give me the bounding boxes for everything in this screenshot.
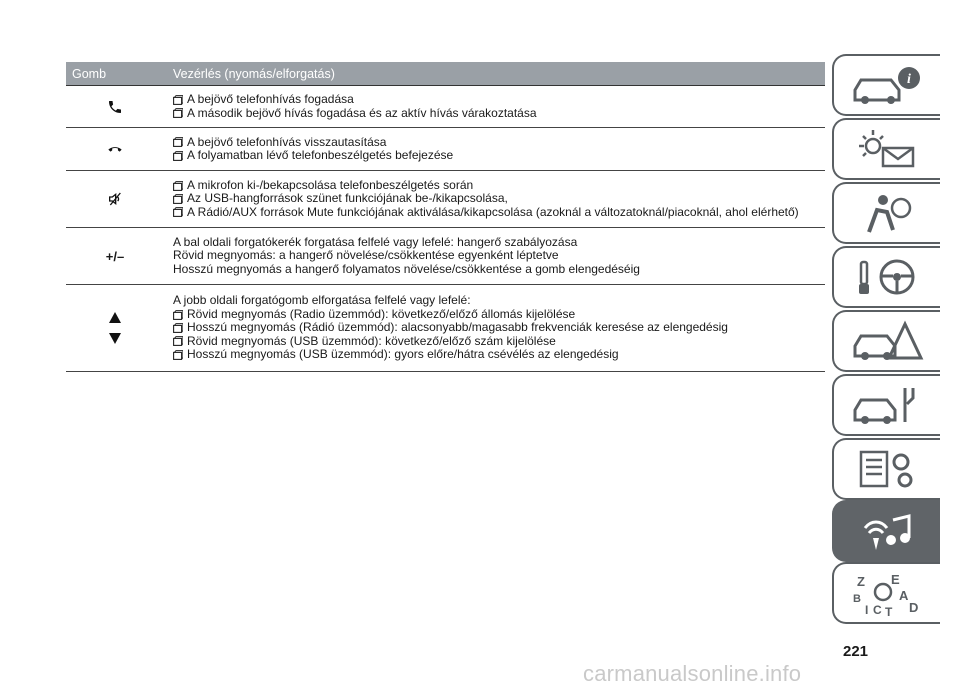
key-cell bbox=[66, 285, 164, 371]
list-item-text: Rövid megnyomás: a hangerő növelése/csökkentése egyenként léptetve bbox=[173, 248, 559, 263]
table-row bbox=[66, 85, 825, 128]
row-description bbox=[164, 285, 825, 371]
bullet-icon bbox=[173, 336, 183, 346]
road-emergency-icon bbox=[847, 318, 927, 364]
list-item-text: Hosszú megnyomás (Rádió üzemmód): alacsonyabb/magasabb frekvenciák keresése az elengedésig bbox=[187, 320, 728, 335]
list-item bbox=[173, 348, 825, 361]
tab-starting-driving[interactable] bbox=[832, 246, 940, 308]
volume-key-label: +/– bbox=[105, 248, 125, 264]
tab-service[interactable] bbox=[832, 374, 940, 436]
list-item bbox=[173, 136, 825, 149]
key-cell bbox=[66, 86, 164, 127]
list-intro-text: A jobb oldali forgatógomb elforgatása felfelé vagy lefelé: bbox=[173, 293, 471, 308]
bullet-icon bbox=[173, 137, 183, 147]
car-info-icon bbox=[847, 62, 927, 108]
svg-text:I: I bbox=[865, 603, 869, 616]
svg-text:D: D bbox=[909, 600, 919, 615]
bullet-icon bbox=[173, 181, 183, 191]
key-cell bbox=[66, 171, 164, 227]
tab-multimedia[interactable] bbox=[832, 500, 940, 562]
list-item bbox=[173, 308, 825, 321]
list-item bbox=[173, 206, 825, 219]
list-item bbox=[173, 93, 825, 106]
list-item bbox=[173, 321, 825, 334]
svg-text:A: A bbox=[899, 588, 909, 603]
bullet-icon bbox=[173, 323, 183, 333]
list-item bbox=[173, 149, 825, 162]
phone-accept-icon bbox=[107, 99, 123, 115]
table-row bbox=[66, 128, 825, 171]
bullet-icon bbox=[173, 310, 183, 320]
list-item bbox=[173, 335, 825, 348]
list-item-text: Rövid megnyomás (Radio üzemmód): következő/előző állomás kijelölése bbox=[187, 306, 576, 321]
list-item bbox=[173, 192, 825, 205]
svg-text:Z: Z bbox=[857, 574, 865, 589]
list-item-text: Hosszú megnyomás a hangerő folyamatos növelése/csökkentése a gomb elengedéséig bbox=[173, 261, 640, 276]
svg-text:B: B bbox=[853, 593, 861, 605]
page-number: 221 bbox=[843, 643, 869, 660]
header-col-control: Vezérlés (nyomás/elforgatás) bbox=[173, 66, 335, 81]
row-description bbox=[164, 86, 825, 127]
key-cell bbox=[66, 128, 164, 170]
warning-lights-message-icon bbox=[847, 126, 927, 172]
list-item-text: A bal oldali forgatókerék forgatása felfelé vagy lefelé: hangerő szabályozása bbox=[173, 234, 578, 249]
table-row bbox=[66, 171, 825, 228]
list-item bbox=[173, 249, 825, 262]
bullet-icon bbox=[173, 194, 183, 204]
multimedia-music-icon bbox=[847, 508, 927, 554]
up-down-arrows-icon bbox=[108, 310, 122, 346]
list-item-text: Az USB-hangforrások szünet funkciójának be-/kikapcsolása, bbox=[187, 191, 508, 206]
list-item bbox=[173, 263, 825, 276]
specifications-gears-icon bbox=[847, 446, 927, 492]
phone-hangup-icon bbox=[107, 144, 123, 154]
header-col-button: Gomb bbox=[72, 66, 107, 81]
row-description bbox=[164, 128, 825, 170]
tab-car-info[interactable] bbox=[832, 54, 940, 116]
key-cell bbox=[66, 228, 164, 284]
airbag-seat-icon bbox=[847, 190, 927, 236]
table-row bbox=[66, 285, 825, 372]
svg-text:C: C bbox=[873, 603, 882, 616]
svg-text:E: E bbox=[891, 572, 900, 587]
car-service-icon bbox=[847, 382, 927, 428]
list-intro bbox=[173, 294, 825, 307]
svg-text:T: T bbox=[885, 605, 893, 616]
bullet-icon bbox=[173, 350, 183, 360]
tab-emergency[interactable] bbox=[832, 310, 940, 372]
key-steering-wheel-icon bbox=[847, 254, 927, 300]
alphabetical-index-icon bbox=[847, 570, 927, 616]
controls-table bbox=[66, 62, 825, 372]
list-item-text: A mikrofon ki-/bekapcsolása telefonbeszélgetés során bbox=[187, 177, 474, 192]
list-item-text: Hosszú megnyomás (USB üzemmód): gyors előre/hátra csévélés az elengedésig bbox=[187, 347, 619, 362]
svg-text:i: i bbox=[907, 72, 911, 87]
list-item bbox=[173, 107, 825, 120]
tab-index[interactable] bbox=[832, 562, 940, 624]
list-item-text: A bejövő telefonhívás fogadása bbox=[187, 92, 354, 107]
table-header bbox=[66, 62, 825, 85]
bullet-icon bbox=[173, 207, 183, 217]
tab-safety[interactable] bbox=[832, 182, 940, 244]
watermark: carmanualsonline.info bbox=[583, 661, 802, 686]
bullet-icon bbox=[173, 108, 183, 118]
list-item-text: A második bejövő hívás fogadása és az aktív hívás várakoztatása bbox=[187, 105, 537, 120]
mute-icon bbox=[107, 191, 123, 207]
tab-warning-lights[interactable] bbox=[832, 118, 940, 180]
bullet-icon bbox=[173, 151, 183, 161]
list-item-text: A bejövő telefonhívás visszautasítása bbox=[187, 134, 387, 149]
row-description bbox=[164, 171, 825, 227]
bullet-icon bbox=[173, 95, 183, 105]
row-description bbox=[164, 228, 825, 284]
tab-specifications[interactable] bbox=[832, 438, 940, 500]
list-item bbox=[173, 179, 825, 192]
list-item-text: A Rádió/AUX források Mute funkciójának aktiválása/kikapcsolása (azoknál a változatoknál/piacoknál, ahol elérhető) bbox=[187, 204, 799, 219]
list-item-text: A folyamatban lévő telefonbeszélgetés befejezése bbox=[187, 148, 454, 162]
list-item-text: Rövid megnyomás (USB üzemmód): következő/előző szám kijelölése bbox=[187, 333, 556, 348]
table-row bbox=[66, 228, 825, 285]
list-item bbox=[173, 236, 825, 249]
